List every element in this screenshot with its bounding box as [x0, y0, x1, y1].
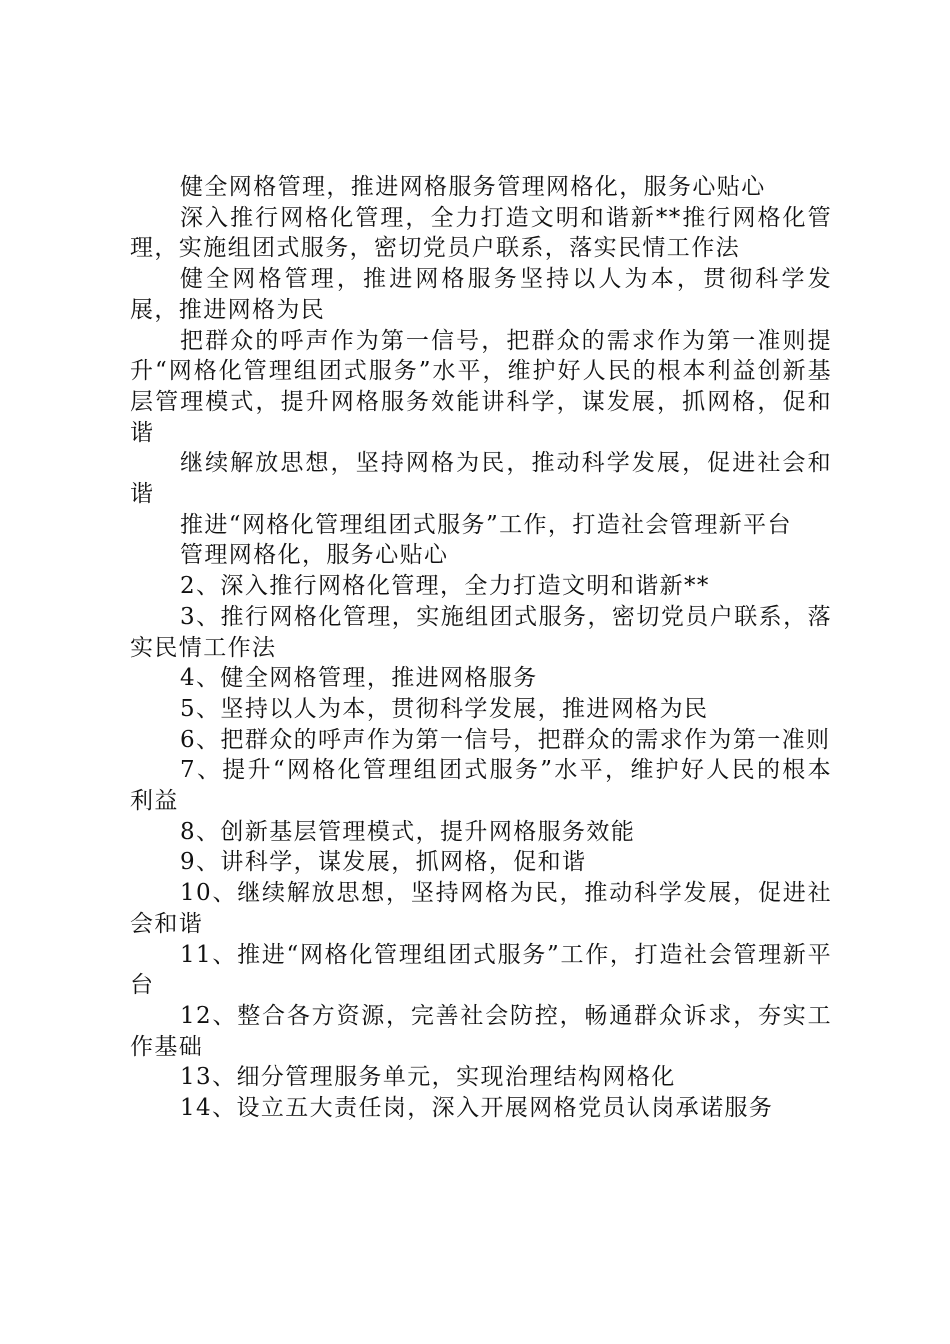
paragraph: 管理网格化，服务心贴心 [180, 542, 449, 569]
list-item: 7、提升“网格化管理组团式服务”水平，维护好人民的根本利益 [130, 757, 832, 815]
list-item: 5、坚持以人为本，贯彻科学发展，推进网格为民 [180, 695, 709, 722]
list-item: 2、深入推行网格化管理，全力打造文明和谐新** [180, 573, 710, 600]
paragraph: 继续解放思想，坚持网格为民，推动科学发展，促进社会和谐 [130, 450, 832, 508]
paragraph: 健全网格管理，推进网格服务坚持以人为本，贯彻科学发展，推进网格为民 [130, 266, 832, 323]
paragraph: 深入推行网格化管理，全力打造文明和谐新**推行网格化管理，实施组团式服务，密切党员户联系，落实民情工作法 [130, 204, 832, 262]
list-item: 8、创新基层管理模式，提升网格服务效能 [180, 818, 636, 845]
paragraph: 推进“网格化管理组团式服务”工作，打造社会管理新平台 [180, 511, 792, 538]
list-item: 4、健全网格管理，推进网格服务 [180, 665, 538, 692]
list-item: 14、设立五大责任岗，深入开展网格党员认岗承诺服务 [180, 1095, 774, 1122]
list-item: 6、把群众的呼声作为第一信号，把群众的需求作为第一准则 [180, 726, 831, 753]
list-item: 3、推行网格化管理，实施组团式服务，密切党员户联系，落实民情工作法 [130, 603, 832, 661]
list-item: 10、继续解放思想，坚持网格为民，推动科学发展，促进社会和谐 [130, 880, 832, 937]
list-item: 11、推进“网格化管理组团式服务”工作，打造社会管理新平台 [130, 941, 832, 999]
paragraph: 把群众的呼声作为第一信号，把群众的需求作为第一准则提升“网格化管理组团式服务”水平，维护好人民的根本利益创新基层管理模式，提升网格服务效能讲科学，谋发展，抓网格，促和谐 [130, 327, 832, 446]
document-body [130, 172, 832, 1124]
list-item: 12、整合各方资源，完善社会防控，畅通群众诉求，夯实工作基础 [130, 1002, 832, 1060]
list-item: 13、细分管理服务单元，实现治理结构网格化 [180, 1064, 676, 1091]
paragraph: 健全网格管理，推进网格服务管理网格化，服务心贴心 [180, 174, 766, 200]
list-item: 9、讲科学，谋发展，抓网格，促和谐 [180, 849, 587, 876]
